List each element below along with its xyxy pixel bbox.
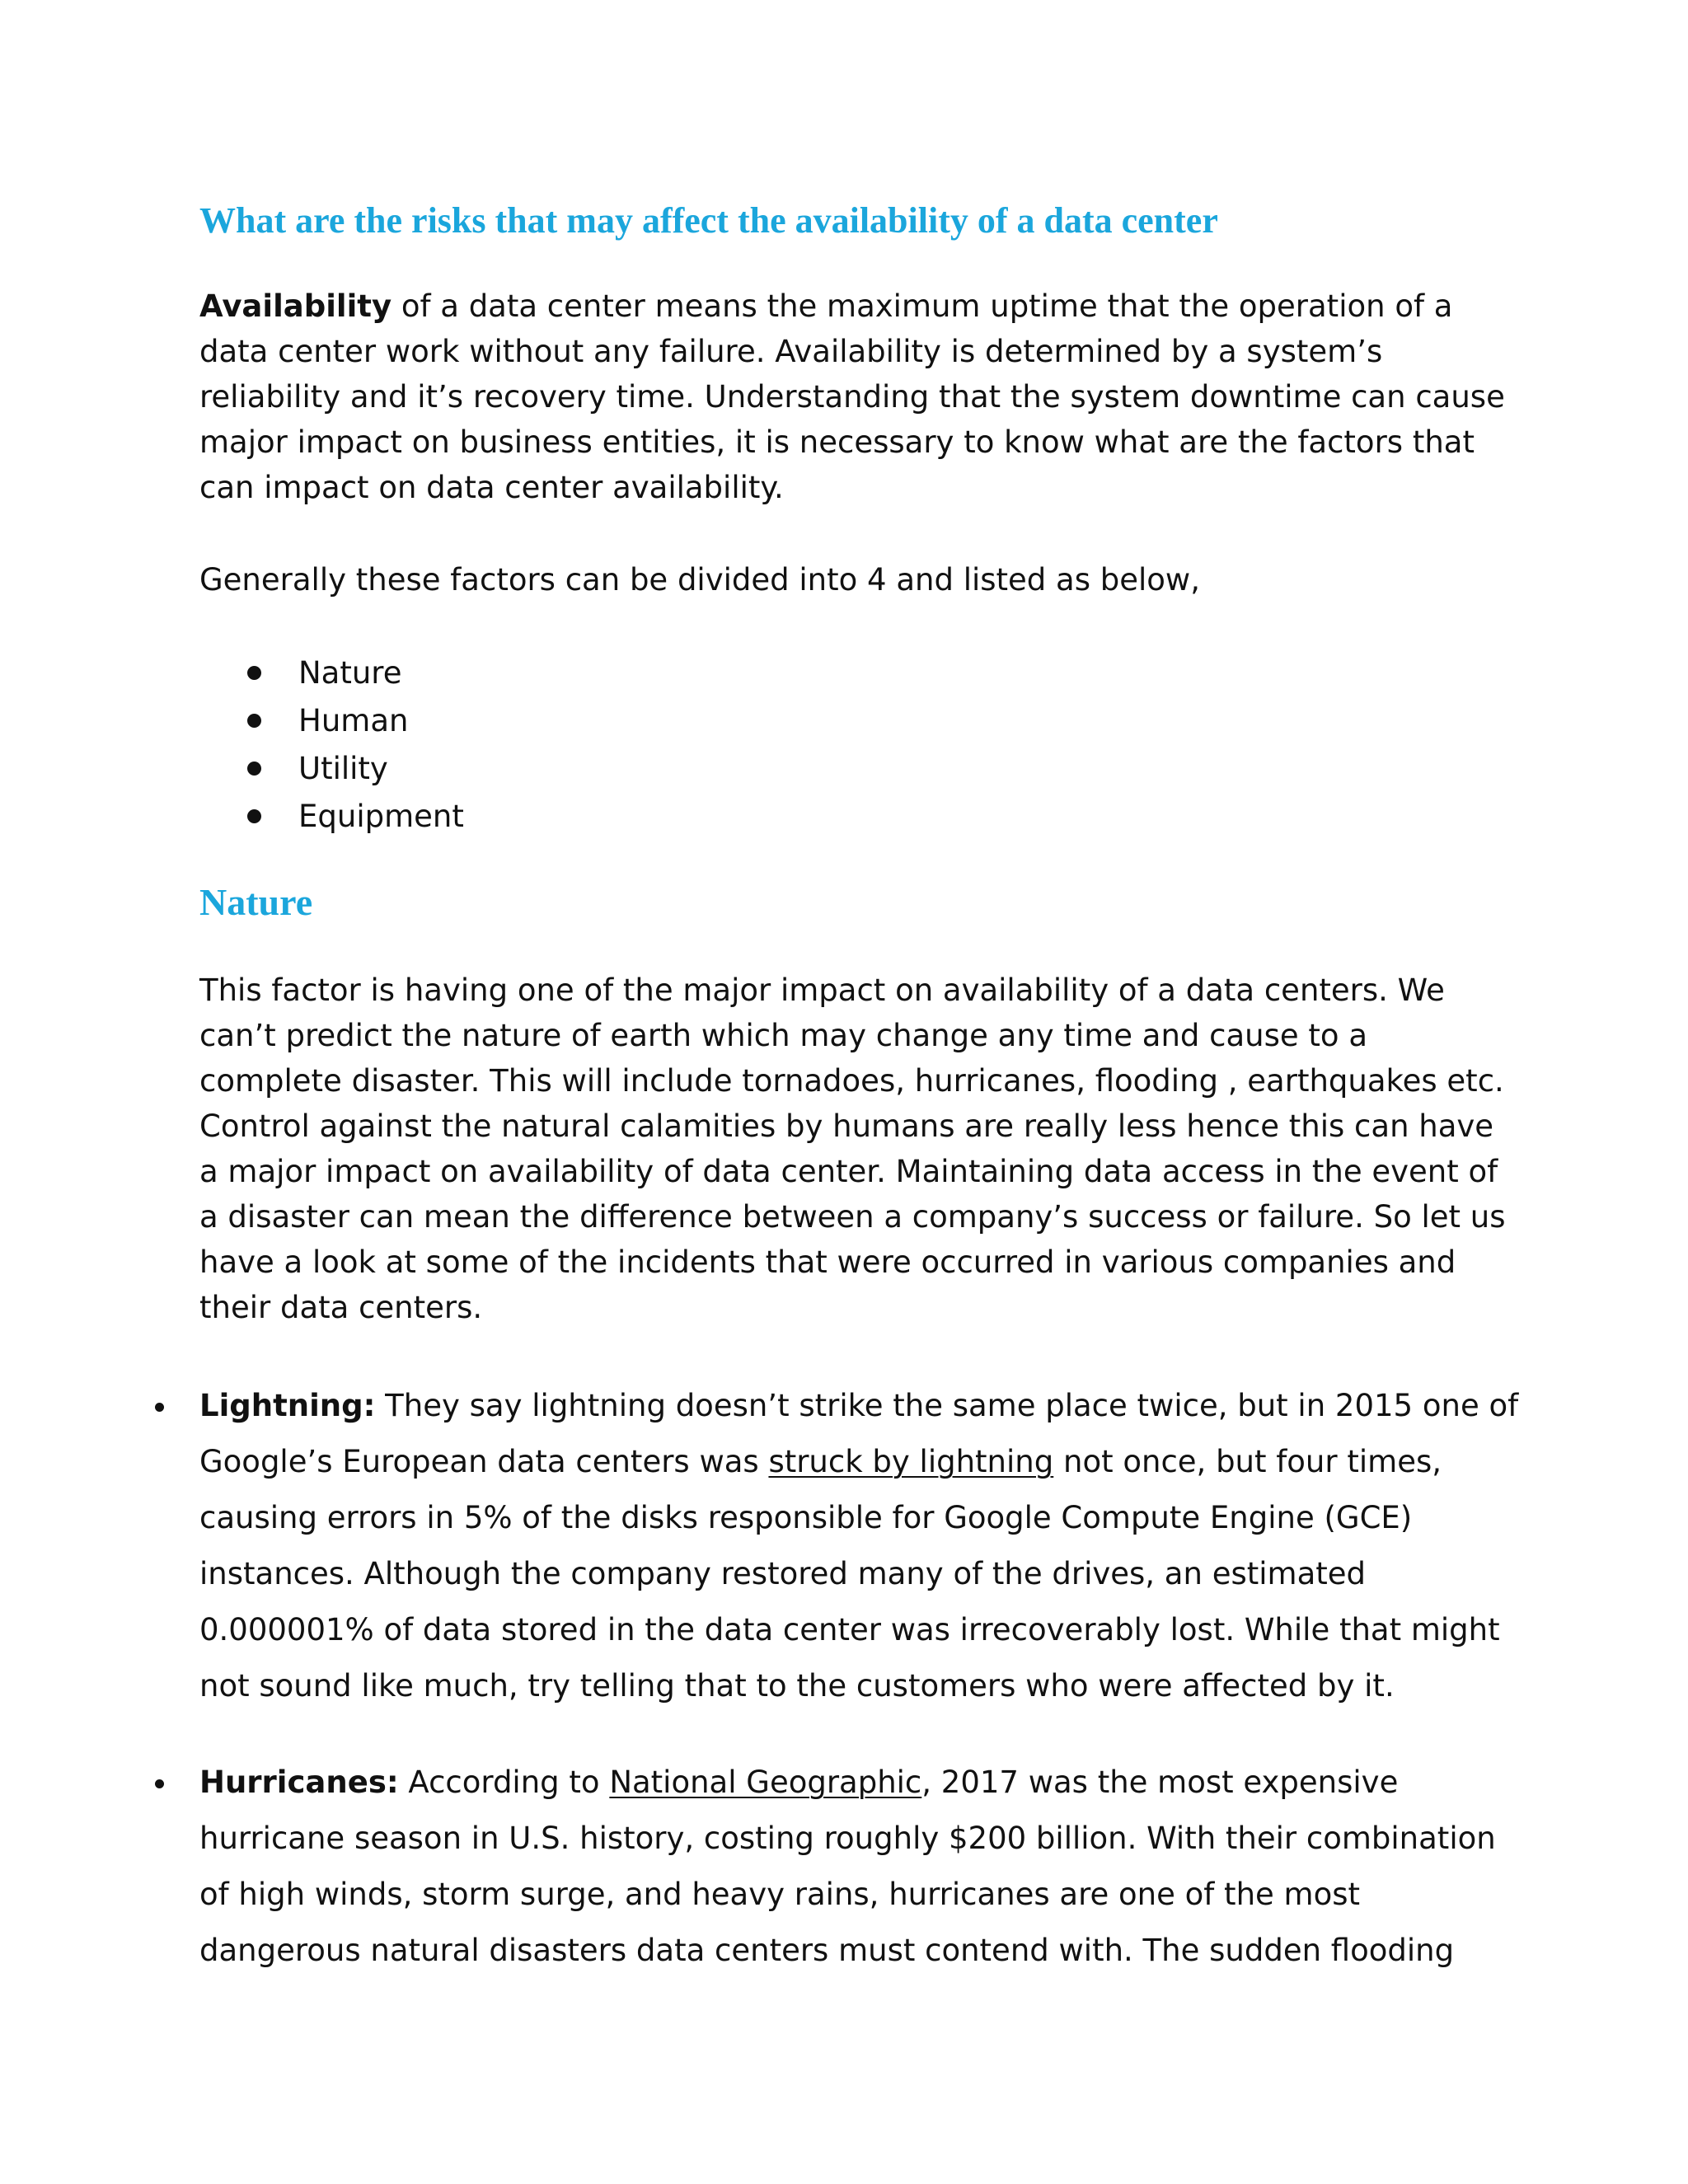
- incident-line: [199, 1755, 1535, 1811]
- national-geographic-link[interactable]: National Geographic: [609, 1765, 922, 1800]
- nature-line: a major impact on availability of data center. Maintaining data access in the event of: [199, 1154, 1498, 1189]
- incident-line: [199, 1434, 1535, 1490]
- nature-paragraph: [199, 968, 1518, 1330]
- section-heading-nature: Nature: [199, 881, 313, 923]
- struck-by-lightning-link[interactable]: struck by lightning: [768, 1444, 1054, 1479]
- intro-line-text: of a data center means the maximum uptime that the operation of a: [392, 288, 1453, 324]
- incident-line: dangerous natural disasters data centers must contend with. The sudden flooding: [199, 1933, 1455, 1968]
- intro-line: [199, 284, 1518, 329]
- intro-lead-term: Availability: [199, 288, 392, 324]
- nature-line: a disaster can mean the difference between a company’s success or failure. So let us: [199, 1199, 1506, 1235]
- page-title: What are the risks that may affect the availability of a data center: [199, 200, 1218, 241]
- incident-label: Lightning:: [199, 1388, 376, 1423]
- intro-line: can impact on data center availability.: [199, 470, 784, 505]
- intro-paragraph: [199, 284, 1518, 510]
- incident-line: hurricane season in U.S. history, costing roughly $200 billion. With their combination: [199, 1821, 1496, 1856]
- incident-line-text: According to: [398, 1765, 610, 1800]
- incident-line: not sound like much, try telling that to the customers who were affected by it.: [199, 1668, 1395, 1704]
- nature-line: complete disaster. This will include tornadoes, hurricanes, flooding , earthquakes etc.: [199, 1063, 1504, 1099]
- incident-label: Hurricanes:: [199, 1765, 399, 1800]
- bullet-icon: [155, 1403, 164, 1412]
- bullet-icon: [155, 1779, 164, 1788]
- factors-intro: Generally these factors can be divided into 4 and listed as below,: [199, 562, 1200, 598]
- incident-line: of high winds, storm surge, and heavy rains, hurricanes are one of the most: [199, 1877, 1361, 1912]
- incident-line-text: not once, but four times,: [1053, 1444, 1442, 1479]
- nature-line: can’t predict the nature of earth which may change any time and cause to a: [199, 1018, 1368, 1053]
- incident-line-text: They say lightning doesn’t strike the same place twice, but in 2015 one of: [375, 1388, 1519, 1423]
- intro-line: data center work without any failure. Availability is determined by a system’s: [199, 334, 1383, 369]
- bullet-icon: [247, 762, 261, 776]
- nature-line: Control against the natural calamities by humans are really less hence this can have: [199, 1108, 1494, 1144]
- incident-line: causing errors in 5% of the disks responsible for Google Compute Engine (GCE): [199, 1500, 1413, 1535]
- intro-line: reliability and it’s recovery time. Understanding that the system downtime can cause: [199, 379, 1505, 415]
- incident-line: [199, 1378, 1535, 1434]
- intro-line: major impact on business entities, it is necessary to know what are the factors that: [199, 424, 1475, 460]
- factor-label: Human: [298, 703, 409, 738]
- incident-line: instances. Although the company restored many of the drives, an estimated: [199, 1556, 1366, 1591]
- incident-text: [199, 1378, 1535, 1714]
- incident-text: [199, 1755, 1535, 1979]
- factor-label: Nature: [298, 655, 402, 691]
- factor-label: Utility: [298, 751, 388, 786]
- incident-line-text: Google’s European data centers was: [199, 1444, 769, 1479]
- nature-line: their data centers.: [199, 1290, 483, 1325]
- nature-line: This factor is having one of the major impact on availability of a data centers. We: [199, 972, 1445, 1008]
- bullet-icon: [247, 714, 261, 728]
- nature-line: have a look at some of the incidents that were occurred in various companies and: [199, 1244, 1456, 1280]
- factor-label: Equipment: [298, 799, 464, 834]
- bullet-icon: [247, 809, 261, 823]
- bullet-icon: [247, 666, 261, 680]
- incident-line: 0.000001% of data stored in the data center was irrecoverably lost. While that might: [199, 1612, 1500, 1647]
- incident-line-text: , 2017 was the most expensive: [921, 1765, 1399, 1800]
